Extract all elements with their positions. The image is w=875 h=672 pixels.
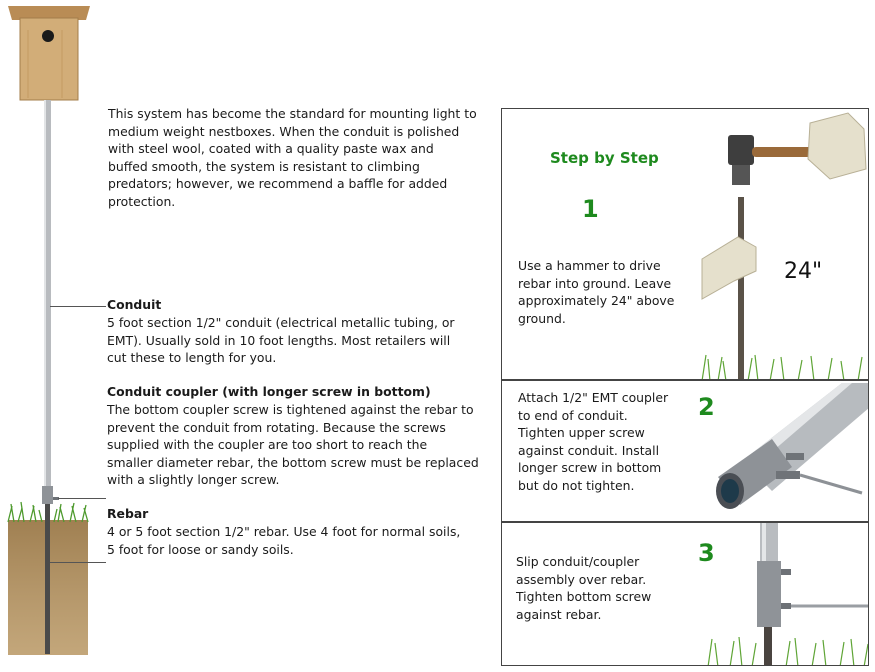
coupler-conduit-illustration — [712, 381, 869, 522]
step-3-text: Slip conduit/coupler assembly over rebar. Tighten bottom screw against rebar. — [516, 554, 652, 622]
conduit-description: 5 foot section 1/2" conduit (electrical metallic tubing, or EMT). Usually sold in 10 foot lengths. Most retailers will cut these to length for you. — [107, 315, 455, 366]
coupler — [42, 486, 53, 504]
assembly-over-rebar-illustration — [702, 523, 869, 666]
hammer-rebar-illustration — [698, 109, 869, 380]
step-1-panel — [501, 108, 869, 380]
conduit-leader-line — [50, 306, 106, 307]
step-1-number: 1 — [582, 195, 599, 223]
nestbox-pole-illustration — [0, 0, 100, 672]
coupler-heading: Conduit coupler (with longer screw in bottom) — [107, 384, 431, 399]
measurement-label: 24" — [784, 259, 823, 284]
nestbox — [8, 6, 90, 100]
step-2-number: 2 — [698, 393, 715, 421]
conduit-heading: Conduit — [107, 297, 162, 312]
rebar — [45, 504, 50, 654]
step-2-text: Attach 1/2" EMT coupler to end of conduit. Tighten upper screw against conduit. Install longer screw in bottom but do not tighten. — [518, 390, 669, 493]
intro-paragraph: This system has become the standard for mounting light to medium weight nestboxes. When the conduit is polished with steel wool, coated with a quality paste wax and buffed smooth, the system is resistant to climbing predators; however, we recommend a baffle for added protection. — [108, 106, 477, 209]
coupler-leader-line — [58, 498, 106, 499]
coupler-description: The bottom coupler screw is tightened against the rebar to prevent the conduit from rotating. Because the screws supplied with the coupler are too short to reach the smaller diameter rebar, the bottom screw must be replaced with a slightly longer screw. — [107, 402, 479, 488]
step-1-text: Use a hammer to drive rebar into ground. Leave approximately 24" above ground. — [518, 258, 675, 326]
step-2-panel — [501, 380, 869, 522]
rebar-leader-line — [50, 562, 106, 563]
step-by-step-title: Step by Step — [550, 149, 659, 167]
rebar-heading: Rebar — [107, 506, 149, 521]
step-3-number: 3 — [698, 539, 715, 567]
step-3-panel — [501, 522, 869, 666]
rebar-description: 4 or 5 foot section 1/2" rebar. Use 4 foot for normal soils, 5 foot for loose or sandy soils. — [107, 524, 461, 557]
